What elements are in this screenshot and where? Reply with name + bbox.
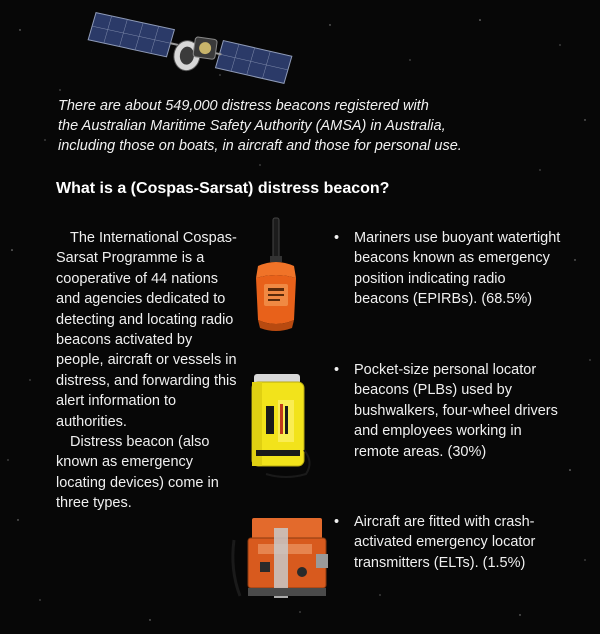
bullet-icon: • — [334, 230, 340, 246]
bullet-icon: • — [334, 514, 340, 530]
intro-line-3: including those on boats, in aircraft and those for personal use. — [58, 138, 462, 154]
plb-beacon-image — [246, 370, 318, 482]
list-item — [334, 512, 564, 573]
intro-paragraph: The International Cospas-Sarsat Programme is a cooperative of 44 nations and agencies dedicated to detecting and locating radio beacons activated by people, aircraft or vessels in distress, and forwarding this alert information to authorities. — [56, 230, 237, 430]
section-heading: What is a (Cospas-Sarsat) distress beacon? — [56, 180, 390, 197]
plb-description: Pocket-size personal locator beacons (PLBs) used by bushwalkers, four-wheel drivers and employees working in remote areas. (30%) — [354, 362, 558, 460]
satellite-illustration — [80, 8, 300, 88]
elt-beacon-image — [228, 510, 340, 610]
intro-line-1: There are about 549,000 distress beacons registered with — [58, 98, 429, 114]
types-paragraph: Distress beacon (also known as emergency locating devices) come in three types. — [56, 434, 219, 512]
intro-line-2: the Australian Maritime Safety Authority (AMSA) in Australia, — [58, 118, 446, 134]
elt-description: Aircraft are fitted with crash-activated emergency locator transmitters (ELTs). (1.5%) — [354, 514, 536, 571]
list-item — [334, 228, 564, 310]
epirb-beacon-image — [248, 216, 304, 336]
bullet-icon: • — [334, 362, 340, 378]
list-item — [334, 360, 564, 462]
epirb-description: Mariners use buoyant watertight beacons known as emergency position indicating radio beacons (EPIRBs). (68.5%) — [354, 230, 561, 308]
left-column — [56, 228, 241, 514]
intro-text — [58, 96, 528, 156]
